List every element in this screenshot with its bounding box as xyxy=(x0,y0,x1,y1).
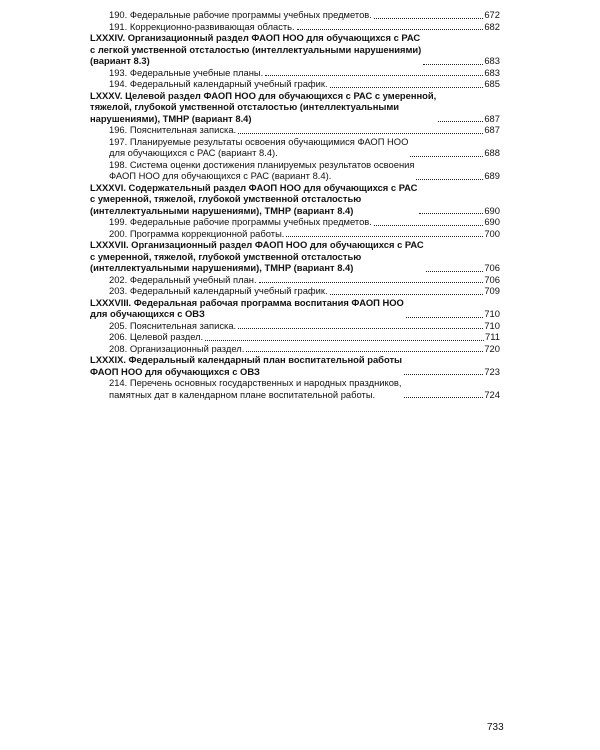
toc-entry xyxy=(90,159,500,182)
toc-entry-page: 683 xyxy=(484,66,500,78)
toc-entry-title: 191. Коррекционно-развивающая область. xyxy=(109,20,295,32)
toc-entry xyxy=(90,377,500,400)
toc-entry-title: LXXXIX. Федеральный календарный план воспитательной работы ФАОП НОО для обучающихся с ОВЗ xyxy=(90,354,403,377)
toc-leader-dots xyxy=(238,133,483,134)
toc-section-heading xyxy=(90,354,500,377)
toc-leader-dots xyxy=(406,317,484,318)
toc-leader-dots xyxy=(374,18,483,19)
toc-section-heading xyxy=(90,297,500,320)
toc-entry-title: 193. Федеральные учебные планы. xyxy=(109,66,264,78)
table-of-contents xyxy=(90,9,500,400)
toc-leader-dots xyxy=(438,121,483,122)
toc-leader-dots xyxy=(205,340,484,341)
toc-leader-dots xyxy=(297,29,484,30)
toc-entry xyxy=(90,67,500,79)
toc-entry-page: 700 xyxy=(484,227,500,239)
toc-entry-title: 206. Целевой раздел. xyxy=(109,331,204,342)
toc-leader-dots xyxy=(404,374,483,375)
toc-entry-page: 711 xyxy=(485,331,500,342)
toc-entry-title: LXXXVII. Организационный раздел ФАОП НОО для обучающихся с РАС с умеренной, тяжелой, глубокой умственной отсталостью (интеллектуальными нарушениями), ТМНР (вариант 8.4) xyxy=(90,239,424,273)
toc-leader-dots xyxy=(330,87,484,88)
toc-entry xyxy=(90,21,500,33)
toc-entry xyxy=(90,331,500,343)
toc-entry xyxy=(90,343,500,355)
page-number: 733 xyxy=(487,722,504,733)
toc-entry xyxy=(90,136,500,159)
toc-entry-page: 706 xyxy=(484,273,500,285)
toc-entry-title: 190. Федеральные рабочие программы учебных предметов. xyxy=(109,9,372,20)
toc-entry-page: 710 xyxy=(484,319,500,331)
toc-entry-page: 689 xyxy=(484,170,500,181)
toc-entry-page: 724 xyxy=(484,388,500,400)
toc-entry-page: 685 xyxy=(484,78,500,89)
toc-leader-dots xyxy=(423,64,483,65)
toc-leader-dots xyxy=(374,225,483,226)
toc-entry-title: 203. Федеральный календарный учебный график. xyxy=(109,285,328,296)
toc-leader-dots xyxy=(426,271,484,272)
toc-leader-dots xyxy=(419,213,483,214)
toc-entry-page: 706 xyxy=(484,262,500,273)
toc-entry-page: 682 xyxy=(484,20,500,32)
toc-leader-dots xyxy=(410,156,483,157)
toc-entry-title: 208. Организационный раздел. xyxy=(109,342,245,354)
toc-entry-title: 200. Программа коррекционной работы. xyxy=(109,227,285,239)
toc-entry-title: 198. Система оценки достижения планируемых результатов освоения ФАОП НОО для обучающихся с РАС (вариант 8.4). xyxy=(109,158,415,181)
toc-entry-title: 202. Федеральный учебный план. xyxy=(109,273,257,285)
toc-entry-title: 196. Пояснительная записка. xyxy=(109,124,237,135)
toc-leader-dots xyxy=(330,294,484,295)
toc-entry-title: LXXXVI. Содержательный раздел ФАОП НОО для обучающихся с РАС с умеренной, тяжелой, глубокой умственной отсталостью (интеллектуальными нарушениями), ТМНР (вариант 8.4) xyxy=(90,181,418,216)
toc-entry-title: 194. Федеральный календарный учебный график. xyxy=(109,78,328,89)
toc-section-heading xyxy=(90,90,500,125)
toc-entry-page: 672 xyxy=(484,9,500,20)
toc-leader-dots xyxy=(246,351,483,352)
toc-entry xyxy=(90,228,500,240)
toc-entry-page: 688 xyxy=(484,147,500,158)
toc-entry-page: 720 xyxy=(484,342,500,354)
toc-section-heading xyxy=(90,239,500,274)
toc-entry-page: 683 xyxy=(484,55,500,66)
toc-entry-page: 690 xyxy=(484,216,500,227)
toc-entry xyxy=(90,320,500,332)
toc-entry-page: 687 xyxy=(484,124,500,135)
toc-entry-title: 199. Федеральные рабочие программы учебных предметов. xyxy=(109,216,372,227)
toc-entry-page: 709 xyxy=(484,285,500,296)
toc-section-heading xyxy=(90,182,500,217)
toc-entry xyxy=(90,216,500,228)
toc-section-heading xyxy=(90,32,500,67)
toc-entry xyxy=(90,124,500,136)
toc-entry-page: 687 xyxy=(484,112,500,124)
toc-entry-title: LXXXV. Целевой раздел ФАОП НОО для обучающихся с РАС с умеренной, тяжелой, глубокой умственной отсталостью (интеллектуальными нарушениями), ТМНР (вариант 8.4) xyxy=(90,89,437,124)
toc-leader-dots xyxy=(238,328,483,329)
toc-leader-dots xyxy=(416,179,483,180)
toc-entry xyxy=(90,285,500,297)
toc-leader-dots xyxy=(259,282,484,283)
toc-leader-dots xyxy=(286,236,483,237)
toc-entry-title: 197. Планируемые результаты освоения обучающимися ФАОП НОО для обучающихся с РАС (вариант 8.4). xyxy=(109,135,409,158)
toc-entry-title: 205. Пояснительная записка. xyxy=(109,319,237,331)
toc-entry-page: 723 xyxy=(484,365,500,377)
toc-leader-dots xyxy=(265,75,483,76)
toc-leader-dots xyxy=(404,397,484,398)
toc-entry-title: 214. Перечень основных государственных и народных праздников, памятных дат в календарном плане воспитательной работы. xyxy=(109,377,402,400)
toc-entry-title: LXXXIV. Организационный раздел ФАОП НОО для обучающихся с РАС с легкой умственной отсталостью (интеллектуальными нарушениями) (вариант 8.3) xyxy=(90,32,422,66)
toc-entry-title: LXXXVIII. Федеральная рабочая программа воспитания ФАОП НОО для обучающихся с ОВЗ xyxy=(90,296,404,319)
toc-entry-page: 690 xyxy=(484,204,500,216)
toc-entry-page: 710 xyxy=(484,308,500,319)
toc-entry xyxy=(90,9,500,21)
toc-entry xyxy=(90,78,500,90)
toc-entry xyxy=(90,274,500,286)
